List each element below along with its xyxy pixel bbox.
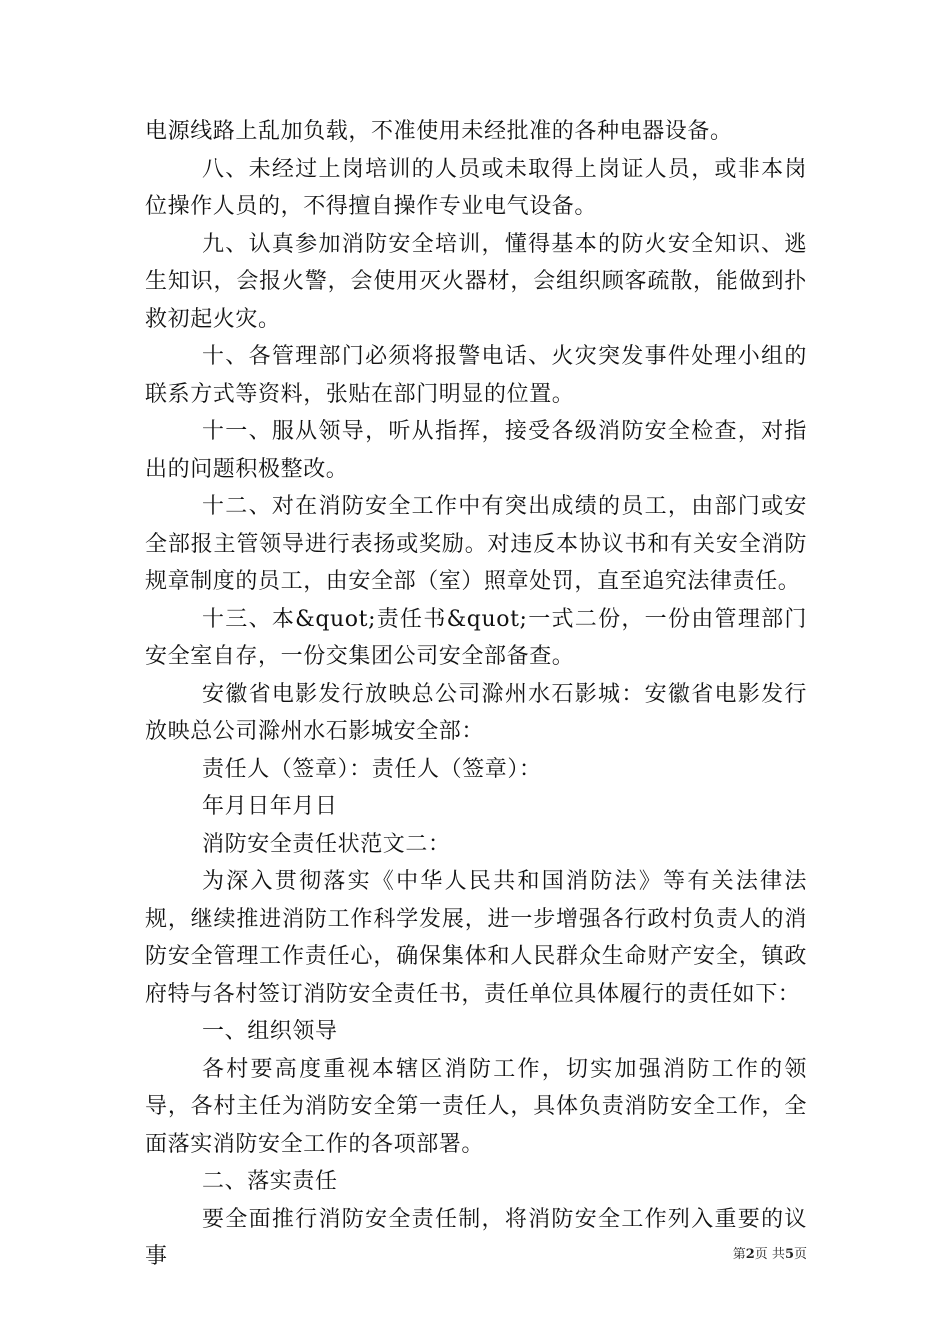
current-page: 2 <box>745 1247 755 1262</box>
page-number-suffix: 页 <box>793 1247 807 1262</box>
page-number-middle: 页 共 <box>754 1247 785 1262</box>
paragraph: 要全面推行消防安全责任制，将消防安全工作列入重要的议事 <box>145 1206 807 1269</box>
signature-line: 责任人（签章）：责任人（签章）： <box>202 756 542 782</box>
paragraph: 十、各管理部门必须将报警电话、火灾突发事件处理小组的联系方式等资料，张贴在部门明显的位置。 <box>145 344 807 407</box>
total-pages: 5 <box>784 1247 794 1262</box>
paragraph: 十二、对在消防安全工作中有突出成绩的员工，由部门或安全部报主管领导进行表扬或奖励。对违反本协议书和有关安全消防规章制度的员工，由安全部（室）照章处罚，直至追究法律责任。 <box>145 494 807 594</box>
date-line: 年月日年月日 <box>202 794 338 819</box>
section-heading: 消防安全责任状范文二： <box>202 831 451 857</box>
paragraph: 十三、本&quot;责任书&quot;一式二份，一份由管理部门安全室自存，一份交集团公司安全部备查。 <box>145 606 807 669</box>
page-number-prefix: 第 <box>732 1247 746 1262</box>
paragraph: 为深入贯彻落实《中华人民共和国消防法》等有关法律法规，继续推进消防工作科学发展，进一步增强各行政村负责人的消防安全管理工作责任心，确保集体和人民群众生命财产安全，镇政府特与各村签订消防安全责任书，责任单位具体履行的责任如下： <box>145 869 807 1007</box>
document-body <box>145 113 807 1276</box>
section-heading: 二、落实责任 <box>202 1169 338 1194</box>
page-number <box>700 1246 807 1264</box>
paragraph: 电源线路上乱加负载，不准使用未经批准的各种电器设备。 <box>145 119 733 144</box>
paragraph: 安徽省电影发行放映总公司滁州水石影城：安徽省电影发行放映总公司滁州水石影城安全部： <box>145 681 807 744</box>
section-heading: 一、组织领导 <box>202 1019 338 1044</box>
paragraph: 八、未经过上岗培训的人员或未取得上岗证人员，或非本岗位操作人员的，不得擅自操作专业电气设备。 <box>145 156 807 219</box>
paragraph: 十一、服从领导，听从指挥，接受各级消防安全检查，对指出的问题积极整改。 <box>145 419 807 482</box>
paragraph: 九、认真参加消防安全培训，懂得基本的防火安全知识、逃生知识，会报火警，会使用灭火器材，会组织顾客疏散，能做到扑救初起火灾。 <box>145 231 807 332</box>
paragraph: 各村要高度重视本辖区消防工作，切实加强消防工作的领导，各村主任为消防安全第一责任人，具体负责消防安全工作，全面落实消防安全工作的各项部署。 <box>145 1056 807 1157</box>
